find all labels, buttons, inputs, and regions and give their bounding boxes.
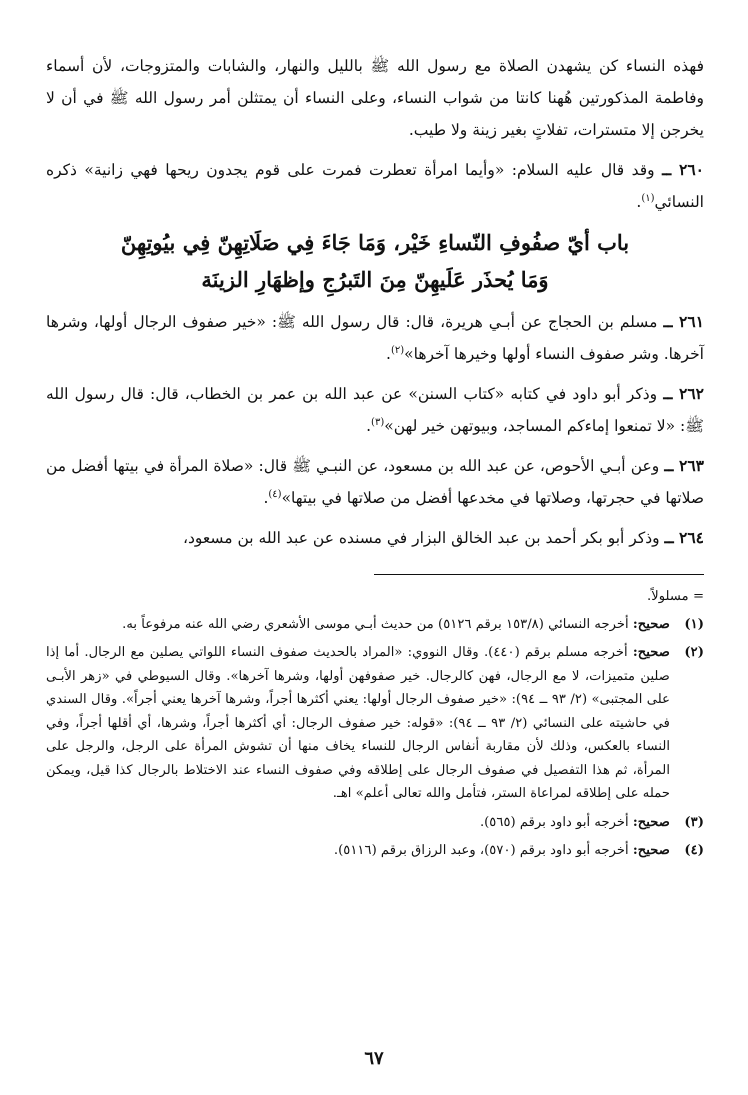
footnote-4 xyxy=(46,839,704,863)
footnote-continuation: = مسلولاً. xyxy=(647,589,704,604)
main-text xyxy=(46,50,704,554)
footnote-divider xyxy=(374,574,704,575)
footnote-1 xyxy=(46,613,704,637)
hadith-264 xyxy=(46,522,704,554)
hadith-260: ٢٦٠ ــ وقد قال عليه السلام: «وأيما امرأة تعطرت فمرت على قوم يجدون ريحها فهي زانية» ذكره النسائي$^{(١)}$. xyxy=(46,160,704,211)
footnote-text: أخرجه أبو داود برقم (٥٧٠)، وعبد الرزاق برقم (٥١١٦). xyxy=(333,843,629,858)
footnote-ref[interactable]: (٢) xyxy=(390,344,405,356)
chapter-heading-line-1: باب أيّ صفُوفِ النّساءِ خَيْر، وَمَا جَاءَ فِي صَلَاتِهِنّ فِي بيُوتِهِنّ xyxy=(120,230,630,255)
hadith-number: ٢٦٤ ــ xyxy=(664,528,704,547)
chapter-heading-line-2: وَمَا يُحذَر عَلَيهِنّ مِنَ التَبرُجِ وإظهَارِ الزينَة xyxy=(201,267,549,292)
hadith-263: ٢٦٣ ــ وعن أبـي الأحوص، عن عبد الله بن مسعود، عن النبـي ﷺ قال: «صلاة المرأة في بيتها أفضل من صلاتها في حجرتها، وصلاتها في مخدعها أفضل من صلاتها في بيتها»$^{(٤)}$. xyxy=(46,456,704,507)
footnote-ref[interactable]: (٤) xyxy=(268,488,282,500)
footnote-grade: صحيح: xyxy=(632,843,670,858)
footnote-label: (٤) xyxy=(684,843,704,858)
hadith-261: ٢٦١ ــ مسلم بن الحجاج عن أبـي هريرة، قال: قال رسول الله ﷺ: «خير صفوف الرجال أولها، وشرها آخرها. وشر صفوف النساء أولها وخيرها آخرها»$^{(٢)}$. xyxy=(46,312,704,363)
footnote-text: أخرجه مسلم برقم (٤٤٠). وقال النووي: «المراد بالحديث صفوف النساء اللواتي يصلين مع الرجال. أما إذا صلين متميزات، لا مع الرجال، فهن كالرجال. خير صفوفهن أولها، وشرها آخرها». وقال السيوطي في «زهر الأبـى على المجتبى» (٢/ ٩٣ ــ ٩٤): «خير صفوف الرجال أولها: يعني أكثرها أجراً، وشرها آخرها يعني أجراً». وقال السندي في حاشيته على النسائي (٢/ ٩٣ ــ ٩٤): «قوله: خير صفوف الرجال: أي أكثرها أجراً، وشرها، أي أقلها أجراً، وفي النساء بالعكس، وذلك لأن مقاربة أنفاس الرجال للنساء يخاف منها أن تشوش المرأة على الرجل، والرجل على المرأة، ثم هذا التفصيل في صفوف الرجال على إطلاقه وفي صفوف النساء عند الاختلاط بالرجال كذا قيل، ويمكن حمله على إطلاقه لمراعاة الستر، فتأمل والله تعالى أعلم» اهـ. xyxy=(46,645,671,801)
footnote-ref[interactable]: (٣) xyxy=(371,416,385,428)
footnote-label: (٣) xyxy=(684,814,704,830)
footnote-3 xyxy=(46,811,704,835)
footnote-ref[interactable]: (١) xyxy=(641,192,655,204)
hadith-number: ٢٦٢ ــ xyxy=(663,384,704,403)
intro-paragraph: فهذه النساء كن يشهدن الصلاة مع رسول الله ﷺ بالليل والنهار، والشابات والمتزوجات، لأن أسماء وفاطمة المذكورتين هُهنا كانتا من شواب النساء، وعلى النساء أن يمتثلن أمر رسول الله ﷺ في أن لا يخرجن إلا متسترات، تفلاتٍ بغير زينة ولا طيب. xyxy=(46,57,704,139)
hadith-text: مسلم بن الحجاج عن أبـي هريرة، قال: قال رسول الله ﷺ: «خير صفوف الرجال أولها، وشرها آخرها. وشر صفوف النساء أولها وخيرها آخرها» xyxy=(46,313,704,363)
footnotes xyxy=(46,585,704,863)
footnote-label: (١) xyxy=(684,616,704,632)
hadith-text: وذكر أبو بكر أحمد بن عبد الخالق البزار في مسنده عن عبد الله بن مسعود، xyxy=(183,529,660,547)
hadith-text: وقد قال عليه السلام: «وأيما امرأة تعطرت فمرت على قوم يجدون ريحها فهي زانية» ذكره النسائي xyxy=(46,161,704,211)
footnote-text: أخرجه أبو داود برقم (٥٦٥). xyxy=(479,814,629,830)
footnote-2 xyxy=(46,641,704,806)
hadith-text: وعن أبـي الأحوص، عن عبد الله بن مسعود، عن النبـي ﷺ قال: «صلاة المرأة في بيتها أفضل من صلاتها في حجرتها، وصلاتها في مخدعها أفضل من صلاتها في بيتها» xyxy=(46,457,704,507)
footnote-grade: صحيح: xyxy=(632,616,670,632)
hadith-number: ٢٦١ ــ xyxy=(663,312,704,331)
hadith-text: وذكر أبو داود في كتابه «كتاب السنن» عن عبد الله بن عمر بن الخطاب، قال: قال رسول الله ﷺ: «لا تمنعوا إماءكم المساجد، وبيوتهن خير لهن» xyxy=(46,385,704,435)
page-number: ٦٧ xyxy=(364,1048,384,1069)
footnote-grade: صحيح: xyxy=(632,814,670,830)
footnote-grade: صحيح: xyxy=(632,645,670,660)
footnote-label: (٢) xyxy=(684,645,704,660)
hadith-number: ٢٦٣ ــ xyxy=(664,456,704,475)
footnote-text: أخرجه النسائي (١٥٣/٨ برقم ٥١٢٦) من حديث أبـي موسى الأشعري رضي الله عنه مرفوعاً به. xyxy=(122,616,629,632)
hadith-number: ٢٦٠ ــ xyxy=(662,160,704,179)
hadith-262: ٢٦٢ ــ وذكر أبو داود في كتابه «كتاب السنن» عن عبد الله بن عمر بن الخطاب، قال: قال رسول الله ﷺ: «لا تمنعوا إماءكم المساجد، وبيوتهن خير لهن»$^{(٣)}$. xyxy=(46,384,704,435)
chapter-heading xyxy=(46,224,704,298)
